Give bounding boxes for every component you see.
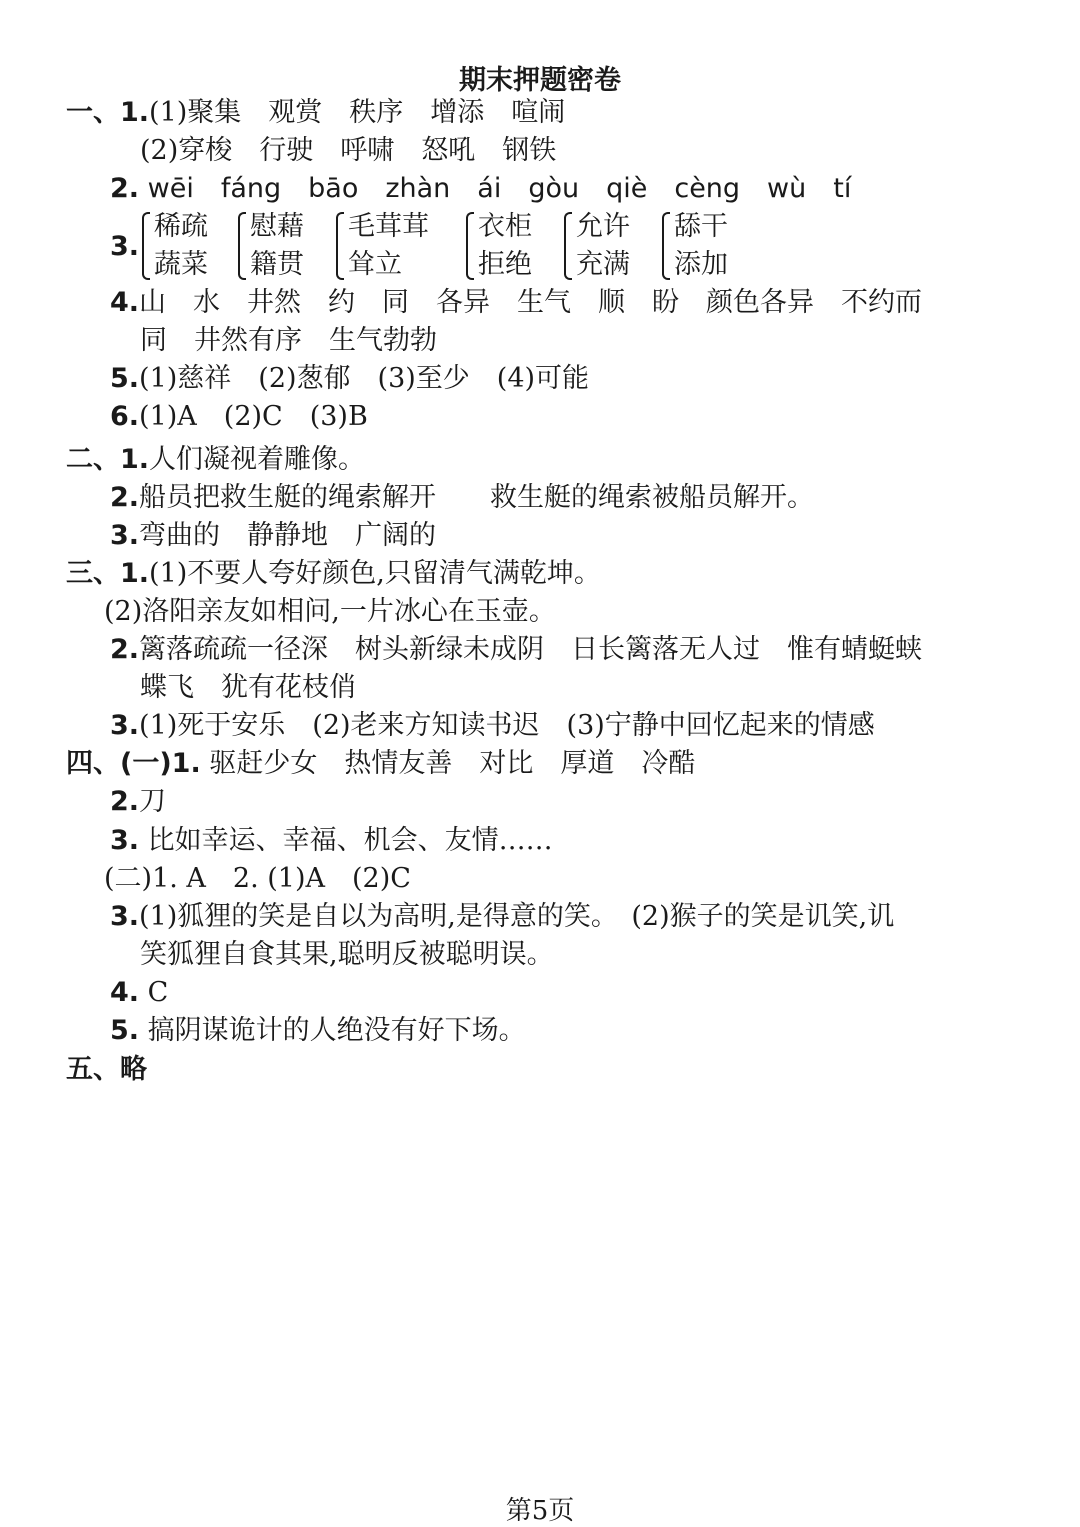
word-top: 毛茸茸	[348, 211, 429, 242]
word-bottom: 耸立	[348, 249, 402, 280]
answer-1-3-num	[110, 230, 139, 264]
item-number: 4.	[110, 287, 140, 318]
answer-text: (1)慈祥 (2)葱郁 (3)至少 (4)可能	[139, 363, 590, 394]
answer-text: 船员把救生艇的绳索解开 救生艇的绳索被船员解开。	[139, 482, 815, 513]
answer-4-2	[110, 785, 166, 819]
answer-text: (1)A (2)C (3)B	[139, 401, 368, 432]
pinyin-text: wēi fáng bāo zhàn ái gòu qiè cèng wù tí	[147, 173, 852, 204]
answer-text: (1)死于安乐 (2)老来方知读书迟 (3)宁静中回忆起来的情感	[139, 710, 875, 741]
item-number: 2.	[110, 173, 140, 204]
word-pair-5	[564, 208, 630, 284]
answer-5: 五、略	[66, 1054, 147, 1085]
item-number: 5.	[110, 363, 140, 394]
item-number: 二、1.	[66, 444, 150, 475]
answer-1-5	[110, 362, 589, 396]
answer-2-1	[66, 443, 365, 477]
word-pair-4	[466, 208, 532, 284]
page-title: 期末押题密卷	[459, 65, 621, 96]
answer-3-3	[110, 709, 875, 743]
answer-1-2	[110, 172, 851, 206]
word-pair-1	[142, 208, 208, 284]
answer-4-1	[66, 747, 695, 781]
word-top: 慰藉	[250, 211, 304, 242]
answer-3-1	[66, 557, 601, 591]
word-pair-3	[336, 208, 429, 284]
answer-text: 人们凝视着雕像。	[149, 444, 366, 475]
item-number: 3.	[110, 710, 140, 741]
answer-1-1	[66, 96, 565, 130]
answer-2-2	[110, 481, 814, 515]
answer-text: 搞阴谋诡计的人绝没有好下场。	[147, 1015, 526, 1046]
word-bottom: 蔬菜	[154, 249, 208, 280]
answer-4-6	[110, 976, 168, 1010]
item-number: 3.	[110, 825, 140, 856]
item-number: 一、1.	[66, 97, 150, 128]
answer-3-1b: (2)洛阳亲友如相问,一片冰心在玉壶。	[104, 596, 556, 627]
answer-text: 比如幸运、幸福、机会、友情……	[147, 825, 553, 856]
item-number: 2.	[110, 786, 140, 817]
answer-4-3	[110, 824, 553, 858]
answer-4-5	[110, 900, 894, 934]
answer-text: C	[147, 977, 169, 1008]
item-number: 3.	[110, 901, 140, 932]
answer-2-3	[110, 519, 436, 553]
item-number: 三、1.	[66, 558, 150, 589]
word-top: 舔干	[674, 211, 728, 242]
answer-4-7	[110, 1014, 526, 1048]
answer-text: 驱赶少女 热情友善 对比 厚道 冷酷	[209, 748, 696, 779]
item-number: 2.	[110, 482, 140, 513]
word-top: 允许	[576, 211, 630, 242]
item-number: 4.	[110, 977, 140, 1008]
answer-1-4b: 同 井然有序 生气勃勃	[140, 325, 437, 356]
answer-text: 篱落疏疏一径深 树头新绿未成阴 日长篱落无人过 惟有蜻蜓蛱	[139, 634, 923, 665]
answer-3-2	[110, 633, 922, 667]
word-bottom: 添加	[674, 249, 728, 280]
answer-3-2b: 蝶飞 犹有花枝俏	[140, 672, 356, 703]
item-number: 3.	[110, 231, 140, 262]
answer-4-4: (二)1. A 2. (1)A (2)C	[104, 863, 411, 894]
answer-1-4	[110, 286, 922, 320]
word-pair-2	[238, 208, 304, 284]
word-pair-6	[662, 208, 728, 284]
answer-text: 弯曲的 静静地 广阔的	[139, 520, 437, 551]
item-number: 5.	[110, 1015, 140, 1046]
answer-1-1b: (2)穿梭 行驶 呼啸 怒吼 钢铁	[140, 135, 557, 166]
answer-text: 山 水 井然 约 同 各异 生气 顺 盼 颜色各异 不约而	[139, 287, 923, 318]
answer-text: 刀	[139, 786, 167, 817]
item-number: 3.	[110, 520, 140, 551]
page-number: 第5页	[505, 1496, 575, 1526]
word-bottom: 充满	[576, 249, 630, 280]
answer-text: (1)不要人夸好颜色,只留清气满乾坤。	[149, 558, 601, 589]
answer-1-6	[110, 400, 368, 434]
answer-text: (1)聚集 观赏 秩序 增添 喧闹	[149, 97, 566, 128]
item-number: 2.	[110, 634, 140, 665]
item-number: 四、(一)1.	[66, 748, 201, 779]
word-bottom: 籍贯	[250, 249, 304, 280]
word-bottom: 拒绝	[478, 249, 532, 280]
answer-4-5b: 笑狐狸自食其果,聪明反被聪明误。	[140, 939, 554, 970]
item-number: 6.	[110, 401, 140, 432]
word-top: 衣柜	[478, 211, 532, 242]
word-top: 稀疏	[154, 211, 208, 242]
answer-text: (1)狐狸的笑是自以为高明,是得意的笑。 (2)猴子的笑是讥笑,讥	[139, 901, 895, 932]
